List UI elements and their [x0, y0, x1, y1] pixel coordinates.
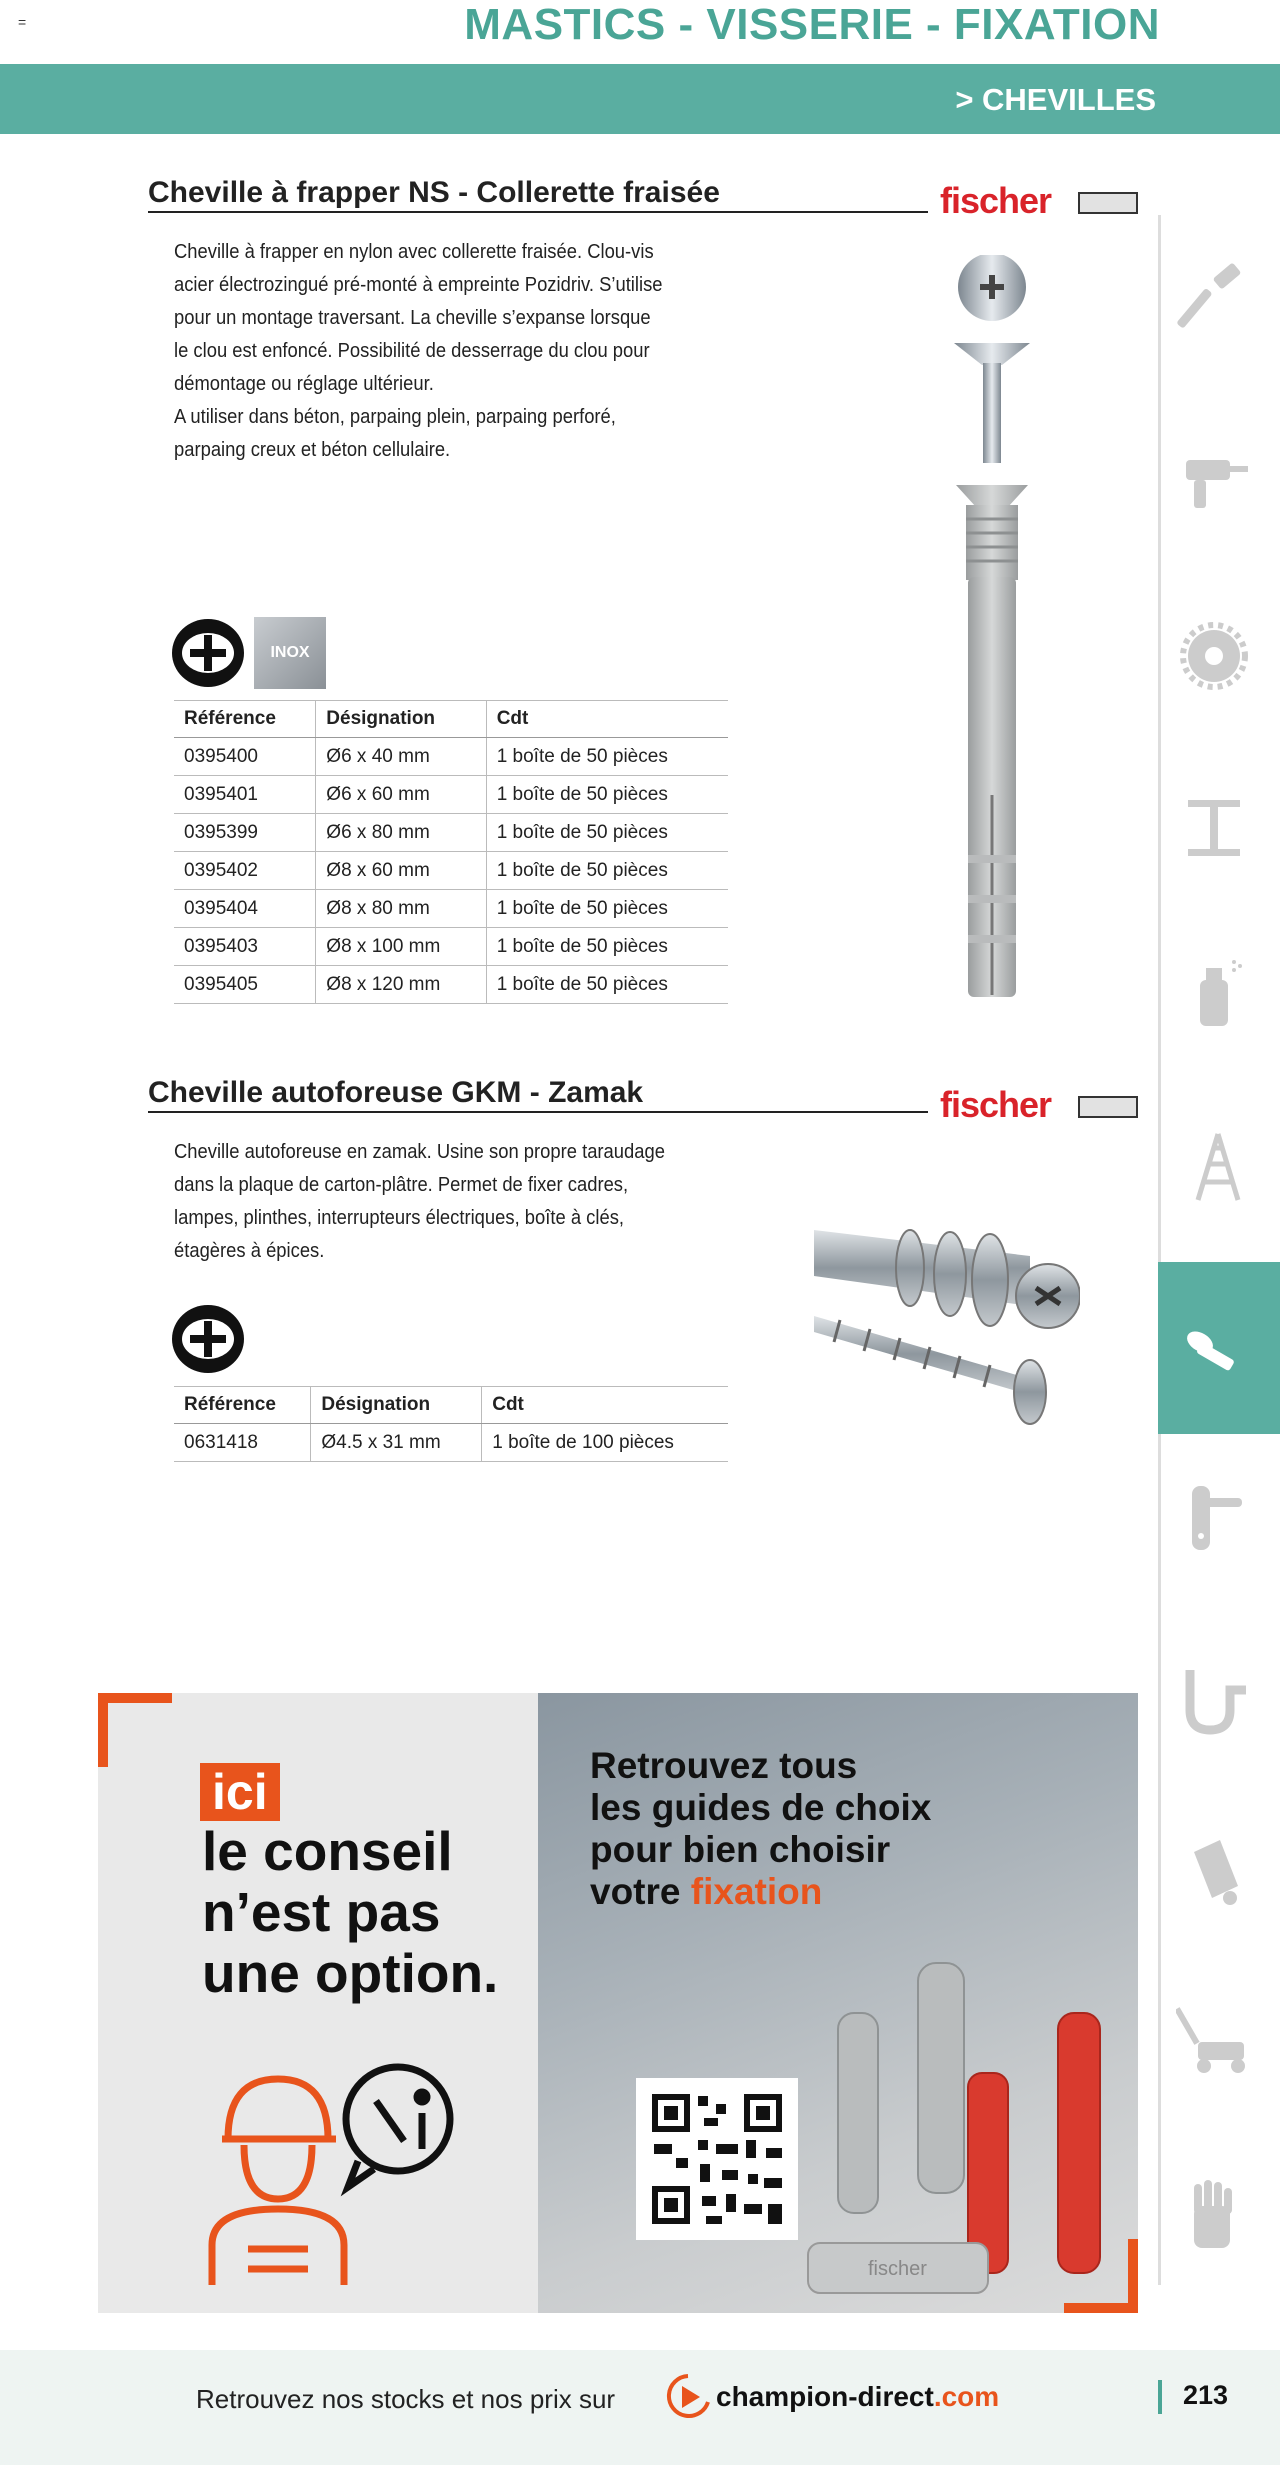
product-description: Cheville à frapper en nylon avec collerette fraisée. Clou-vis acier électrozingué pré-monté à empreinte Pozidriv. S’utilise pour un montage traversant. La cheville s’expanse lorsque le clou est enfoncé. Possibilité de desserrage du clou pour démontage ou réglage ultérieur. A utiliser dans béton, parpaing plein, parpaing perforé, parpaing creux et béton cellulaire.: [174, 241, 663, 461]
spray-can-icon[interactable]: [1176, 952, 1252, 1028]
table-row: 0395399 Ø6 x 80 mm 1 boîte de 50 pièces: [174, 814, 728, 852]
page-title: MASTICS - VISSERIE - FIXATION: [464, 0, 1160, 49]
brand-logo: fischer: [940, 1084, 1052, 1125]
section-subtitle: > CHEVILLES: [955, 82, 1156, 117]
advisor-icon: [208, 2049, 458, 2289]
nail-plug-image: [940, 255, 1040, 1015]
reference-table: [174, 700, 728, 1004]
product-title: Cheville autoforeuse GKM - Zamak: [148, 1076, 644, 1109]
ici-label: ici: [200, 1763, 280, 1821]
drill-icon[interactable]: [1176, 442, 1252, 518]
inox-badge: INOX: [254, 617, 326, 689]
brand-badge-icon: [1078, 192, 1138, 214]
qr-code[interactable]: [636, 2078, 798, 2240]
plug-brand-text: fischer: [868, 2258, 927, 2280]
table-header-row: Référence Désignation Cdt: [174, 1387, 728, 1424]
sidebar-rule: [1158, 215, 1161, 2285]
pozidriv-icon: [170, 617, 250, 689]
play-logo-icon: [664, 2372, 714, 2422]
banner-slogan: le conseil n’est pas une option.: [202, 1820, 499, 2004]
table-row: 0395403 Ø8 x 100 mm 1 boîte de 50 pièces: [174, 928, 728, 966]
table-row: 0395404 Ø8 x 80 mm 1 boîte de 50 pièces: [174, 890, 728, 928]
reference-table: [174, 1386, 728, 1462]
corner-bracket: [98, 1693, 172, 1703]
glove-icon[interactable]: [1176, 2178, 1252, 2254]
corner-bracket: [98, 1693, 108, 1767]
screw-dowel-icon[interactable]: [1176, 1312, 1252, 1388]
wall-plugs-image: [798, 1953, 1138, 2313]
table-row: 0631418 Ø4.5 x 31 mm 1 boîte de 100 pièces: [174, 1424, 728, 1462]
advice-banner: [98, 1693, 1138, 2313]
table-header-row: Référence Désignation Cdt: [174, 701, 728, 738]
product-title: Cheville à frapper NS - Collerette fraisée: [148, 176, 720, 209]
zamak-dowel-image: [800, 1196, 1080, 1436]
table-row: 0395405 Ø8 x 120 mm 1 boîte de 50 pièces: [174, 966, 728, 1004]
saw-blade-icon[interactable]: [1176, 618, 1252, 694]
footer-text: Retrouvez nos stocks et nos prix sur: [196, 2384, 616, 2414]
page-number: 213: [1183, 2380, 1229, 2410]
page-number-bar: [1158, 2380, 1162, 2414]
corner-mark: =: [18, 14, 27, 30]
table-row: 0395402 Ø8 x 60 mm 1 boîte de 50 pièces: [174, 852, 728, 890]
brand-badge-icon: [1078, 1096, 1138, 1118]
footer: [0, 2350, 1280, 2465]
lamp-icon[interactable]: [1176, 1832, 1252, 1908]
qr-code-icon: [636, 2078, 798, 2240]
table-row: 0395401 Ø6 x 60 mm 1 boîte de 50 pièces: [174, 776, 728, 814]
pozidriv-icon: [170, 1303, 250, 1375]
title-underline: [148, 211, 928, 213]
product-description: Cheville autoforeuse en zamak. Usine son propre taraudage dans la plaque de carton-plâtre. Permet de fixer cadres, lampes, plinthes, interrupteurs électriques, boîte à clés, étagères à épices.: [174, 1141, 665, 1262]
brand-logo: fischer: [940, 180, 1052, 221]
beam-icon[interactable]: [1176, 790, 1252, 866]
table-row: 0395400 Ø6 x 40 mm 1 boîte de 50 pièces: [174, 738, 728, 776]
plumbing-pipe-icon[interactable]: [1176, 1664, 1252, 1740]
ladder-icon[interactable]: [1176, 1128, 1252, 1204]
hammer-icon[interactable]: [1176, 255, 1252, 331]
guide-text: Retrouvez tous les guides de choix pour bien choisir votre fixation: [590, 1745, 932, 1912]
door-handle-icon[interactable]: [1176, 1480, 1252, 1556]
footer-website-link[interactable]: champion-direct.com: [716, 2381, 1000, 2412]
lawn-mower-icon[interactable]: [1176, 2002, 1252, 2078]
title-underline: [148, 1111, 928, 1113]
